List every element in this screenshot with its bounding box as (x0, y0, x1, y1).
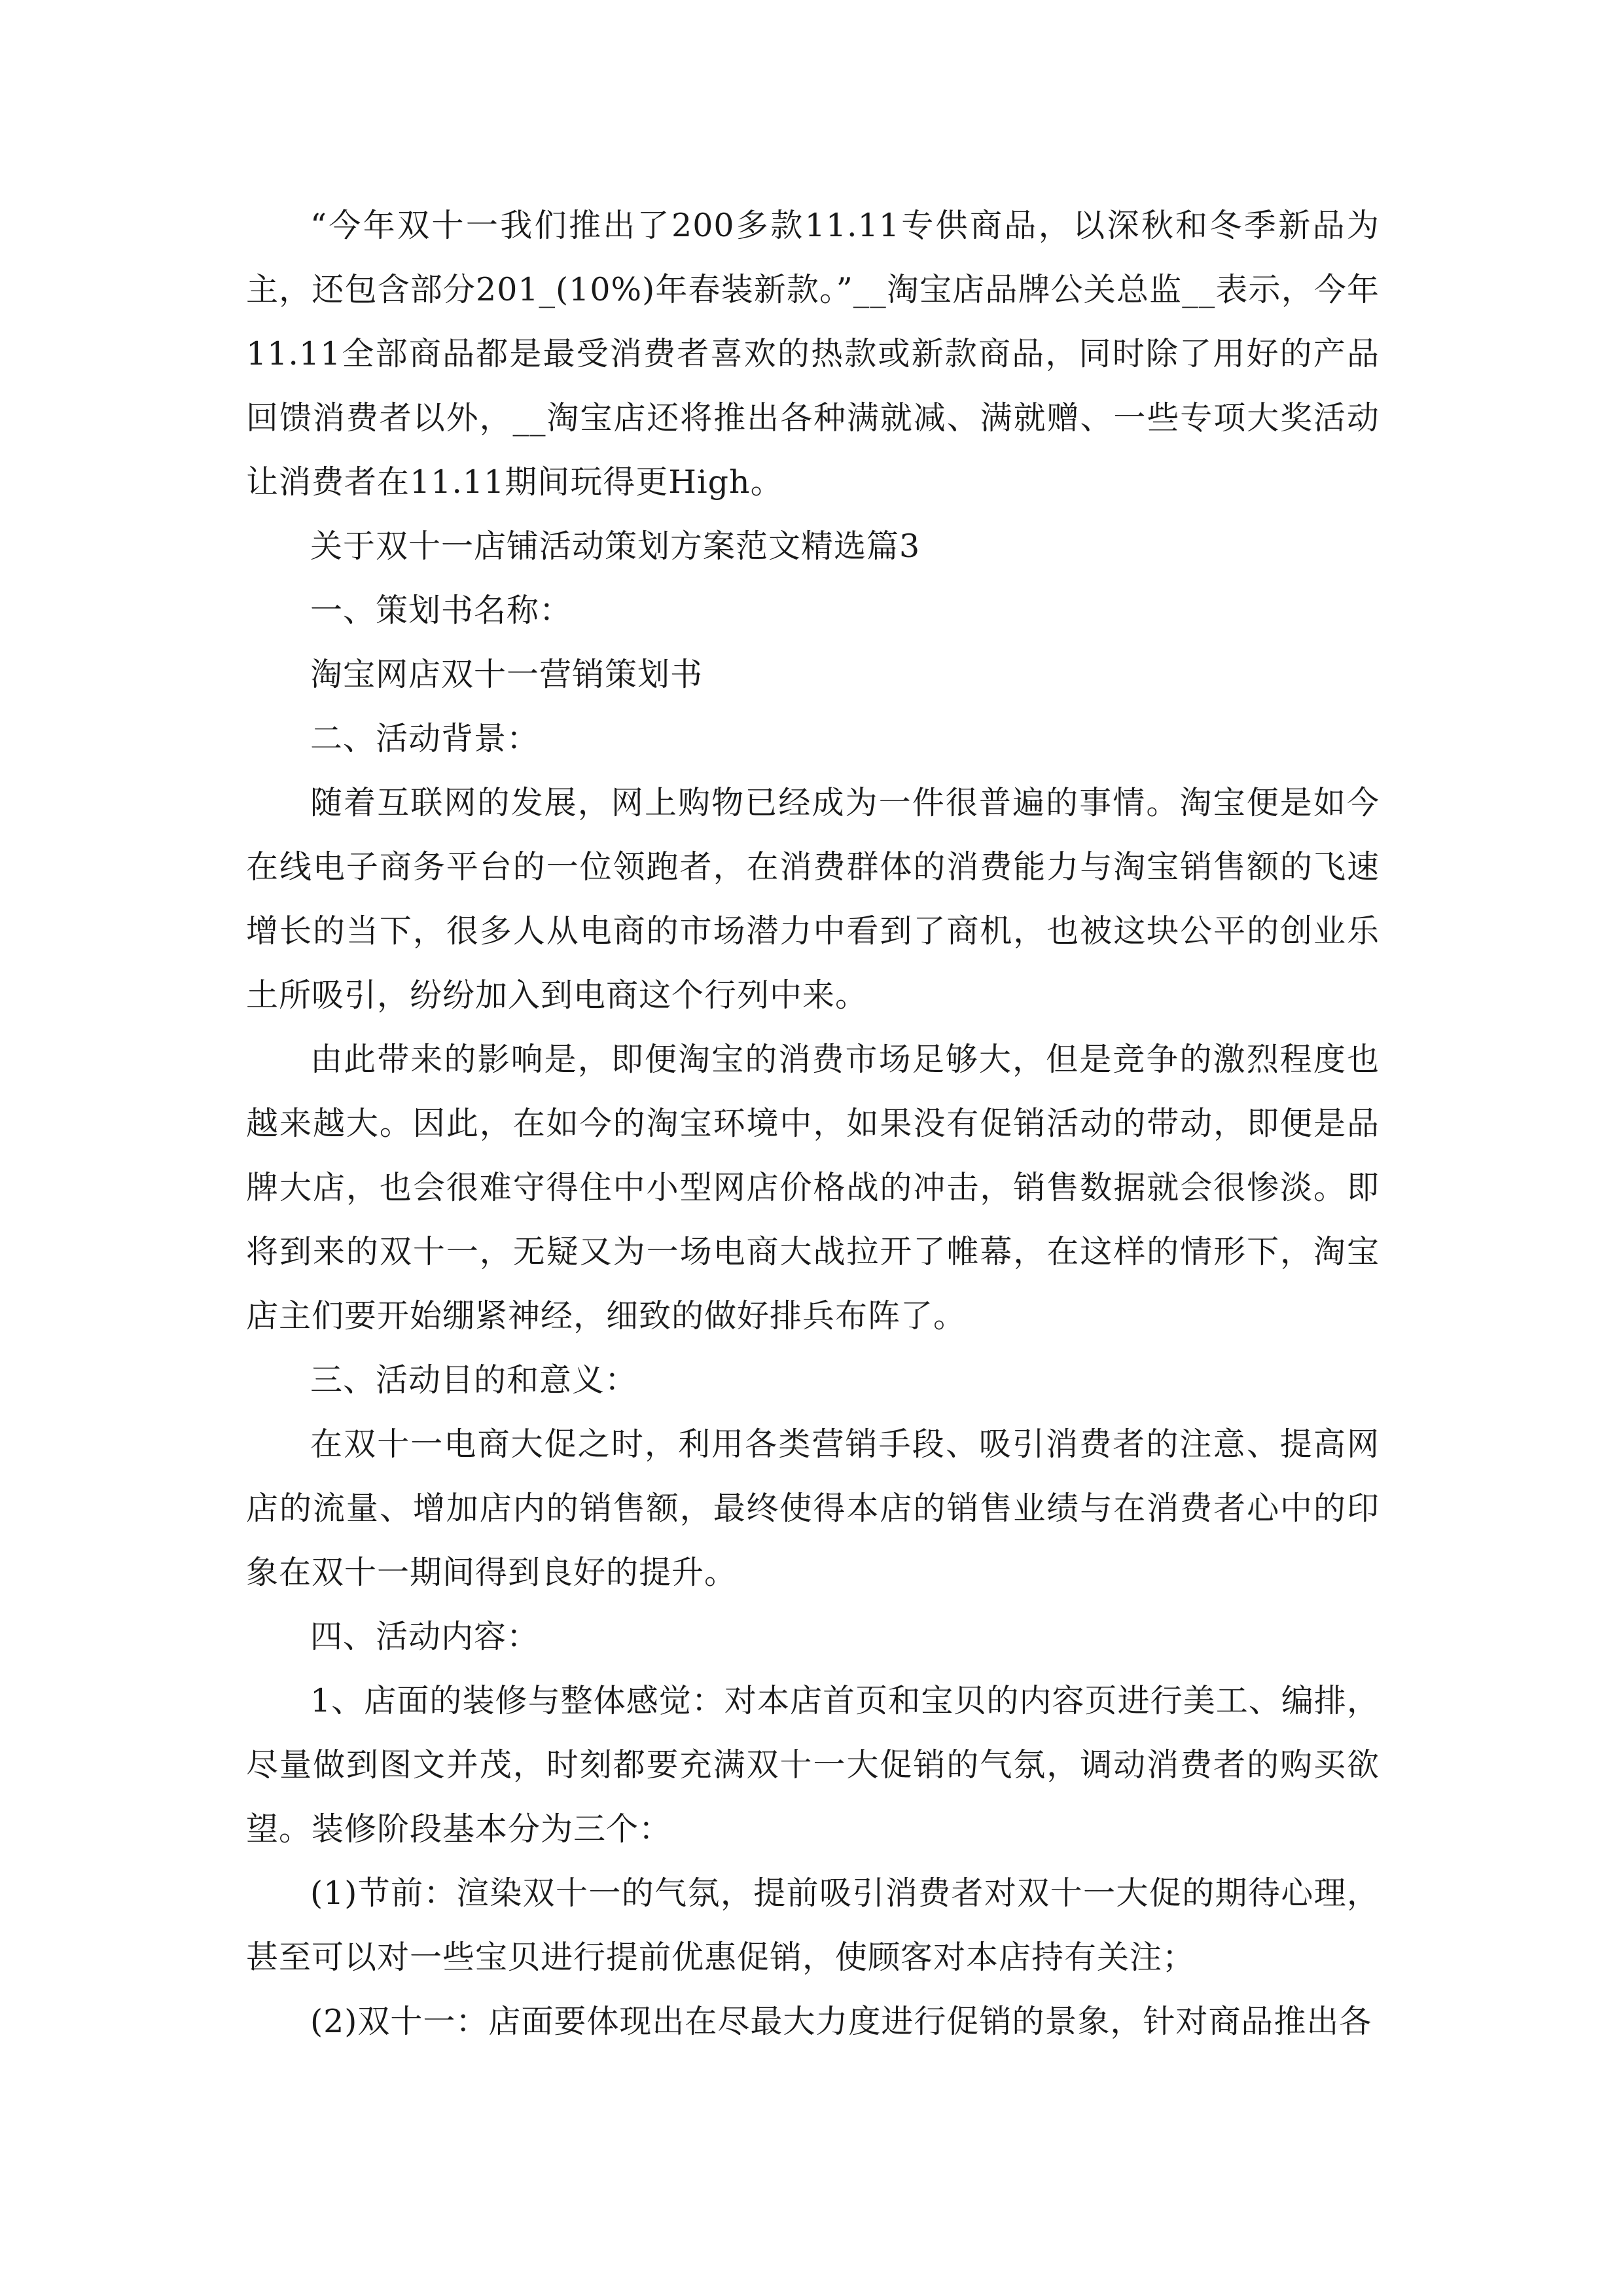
section-heading-4: 四、活动内容： (310, 1618, 540, 1655)
paragraph-content-item-2: (2)双十一：店面要体现出在尽最大力度进行促销的景象，针对商品推出各 (310, 2003, 1372, 2040)
paragraph-purpose: 在双十一电商大促之时，利用各类营销手段、吸引消费者的注意、提高网店的流量、增加店内的销售额，最终使得本店的销售业绩与在消费者心中的印象在双十一期间得到良好的提升。 (246, 1426, 1380, 1591)
document-page (246, 194, 1380, 2054)
section-heading-2: 二、活动背景： (310, 720, 540, 757)
section-heading-3: 三、活动目的和意义： (310, 1361, 638, 1399)
plan-name: 淘宝网店双十一营销策划书 (310, 656, 704, 693)
paragraph-intro-quote: “今年双十一我们推出了200多款11.11专供商品，以深秋和冬季新品为主，还包含部分201_(10%)年春装新款。”__淘宝店品牌公关总监__表示，今年11.11全部商品都是最受消费者喜欢的热款或新款商品，同时除了用好的产品回馈消费者以外，__淘宝店还将推出各种满就减、满就赠、一些专项大奖活动让消费者在11.11期间玩得更High。 (246, 207, 1380, 501)
section-heading-1: 一、策划书名称： (310, 592, 573, 629)
paragraph-content-1: 1、店面的装修与整体感觉：对本店首页和宝贝的内容页进行美工、编排，尽量做到图文并茂，时刻都要充满双十一大促销的气氛，调动消费者的购买欲望。装修阶段基本分为三个： (246, 1682, 1380, 1848)
article-title: 关于双十一店铺活动策划方案范文精选篇3 (310, 528, 921, 565)
paragraph-content-item-1: (1)节前：渲染双十一的气氛，提前吸引消费者对双十一大促的期待心理，甚至可以对一些宝贝进行提前优惠促销，使顾客对本店持有关注； (246, 1874, 1380, 1976)
paragraph-background-2: 由此带来的影响是，即便淘宝的消费市场足够大，但是竞争的激烈程度也越来越大。因此，在如今的淘宝环境中，如果没有促销活动的带动，即便是品牌大店，也会很难守得住中小型网店价格战的冲击，销售数据就会很惨淡。即将到来的双十一，无疑又为一场电商大战拉开了帷幕，在这样的情形下，淘宝店主们要开始绷紧神经，细致的做好排兵布阵了。 (246, 1041, 1380, 1335)
paragraph-background-1: 随着互联网的发展，网上购物已经成为一件很普遍的事情。淘宝便是如今在线电子商务平台的一位领跑者，在消费群体的消费能力与淘宝销售额的飞速增长的当下，很多人从电商的市场潜力中看到了商机，也被这块公平的创业乐土所吸引，纷纷加入到电商这个行列中来。 (246, 784, 1380, 1014)
